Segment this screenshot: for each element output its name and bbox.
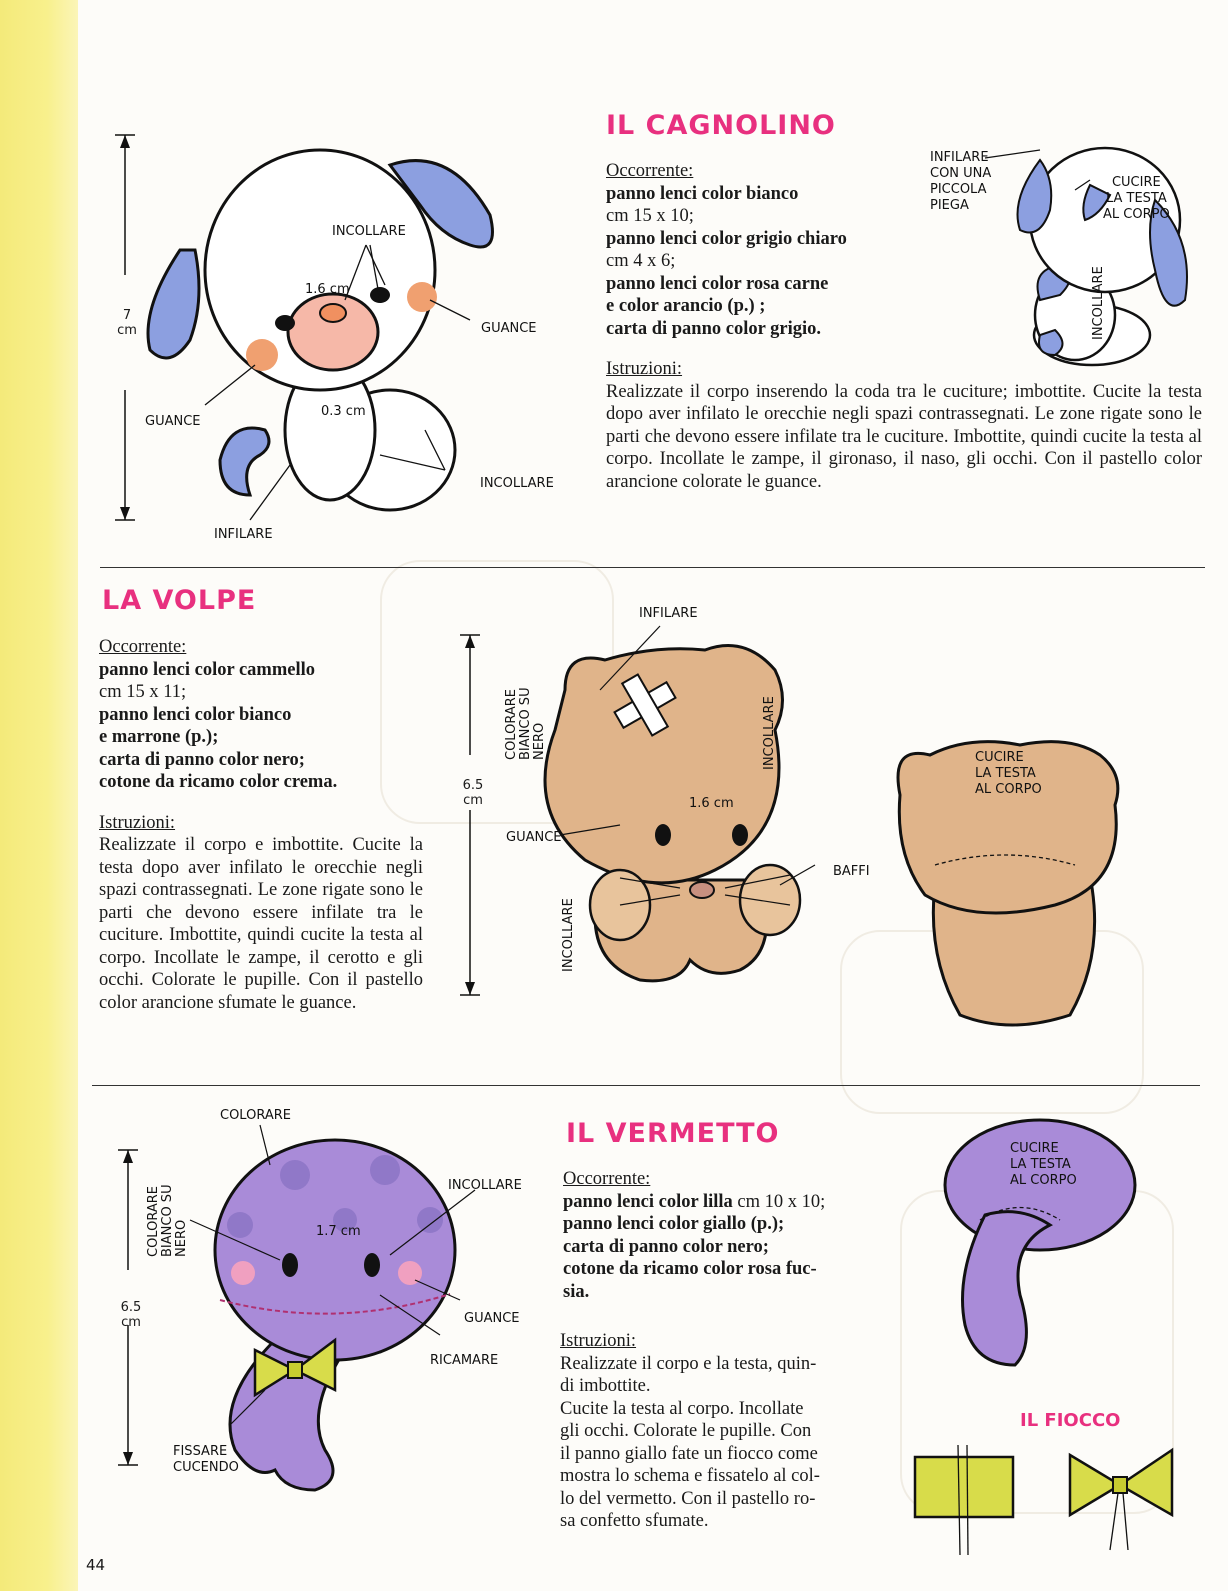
label-colorare: COLORARE	[220, 1108, 291, 1123]
label-guance: GUANCE	[464, 1311, 520, 1326]
material-line: cm 4 x 6;	[606, 251, 676, 271]
label-line: NERO	[174, 1219, 189, 1257]
section-title-cagnolino: IL CAGNOLINO	[606, 110, 836, 141]
label-cucire	[1010, 1141, 1077, 1189]
label-size: 0.3 cm	[321, 404, 366, 419]
label-size: 1.6 cm	[305, 282, 350, 297]
instructions-text: Realizzate il corpo e imbottite. Cucite la testa dopo aver infilato le orecchie negli spazi contrassegnati. Le zone rigate sono le parti che devono essere infilate tra le cuciture. Imbottite, quindi cucite la testa al corpo. Incollate le zampe, il cerotto e gli occhi. Colorate le pupille. Con il pastello color arancione sfumate le guance.	[99, 835, 423, 1013]
bow-diagram-title: IL FIOCCO	[1020, 1410, 1121, 1431]
material-line: panno lenci color rosa carne	[606, 273, 829, 294]
label-line: CUCIRE	[975, 750, 1024, 765]
label-line: CUCIRE	[1010, 1141, 1059, 1156]
volpe-text	[99, 636, 429, 1014]
material-line: sia.	[563, 1281, 590, 1302]
dimension-unit: cm	[117, 323, 137, 338]
label-line: PIEGA	[930, 198, 969, 213]
material-line: cotone da ricamo color crema.	[99, 772, 338, 792]
label-line: AL CORPO	[975, 782, 1042, 797]
material-bold: panno lenci color lilla	[563, 1191, 733, 1212]
dimension-value: 6.5	[462, 778, 484, 793]
left-page-edge	[0, 0, 78, 1591]
section-divider	[100, 567, 1205, 568]
label-size: 1.7 cm	[316, 1224, 361, 1239]
label-line: CON UNA	[930, 166, 992, 181]
needed-heading: Occorrente:	[99, 637, 187, 657]
label-cucire	[975, 750, 1042, 798]
material-line: panno lenci color bianco	[99, 704, 292, 725]
label-line: BIANCO SU	[160, 1184, 175, 1257]
label-colorare	[505, 687, 547, 760]
vermetto-materials	[563, 1168, 893, 1303]
label-line: LA TESTA	[1105, 191, 1167, 206]
instructions-heading: Istruzioni:	[99, 812, 176, 833]
dimension-value: 6.5	[120, 1300, 142, 1315]
material-line	[563, 1191, 893, 1214]
label-guance: GUANCE	[481, 321, 537, 336]
label-size: 1.6 cm	[689, 796, 734, 811]
instructions-heading: Istruzioni:	[606, 359, 683, 379]
instructions-line: mostra lo schema e fissatelo al col-	[560, 1466, 820, 1486]
instructions-text: Realizzate il corpo inserendo la coda tra le cuciture; imbottite. Cucite la testa dopo aver infilato le orecchie negli spazi contrassegnati. Le zone rigate sono le parti che devono essere infilate tra le cuciture. Imbottite, quindi cucite la testa al corpo. Incollate le zampe, il gironaso, il naso, gli occhi. Con il pastello color arancione colorate le guance.	[606, 381, 1202, 492]
label-line: AL CORPO	[1103, 207, 1170, 222]
instructions-line: il panno giallo fate un fiocco come	[560, 1443, 818, 1464]
section-title-volpe: LA VOLPE	[102, 585, 257, 616]
dimension-unit: cm	[463, 793, 483, 808]
material-line: panno lenci color giallo (p.);	[563, 1214, 785, 1234]
page-number: 44	[86, 1556, 106, 1574]
material-line: e color arancio (p.) ;	[606, 296, 766, 316]
label-line: INFILARE	[930, 150, 989, 165]
label-cucire	[1103, 175, 1170, 223]
material-line: panno lenci color grigio chiaro	[606, 228, 847, 249]
label-infilare: INFILARE	[214, 527, 273, 542]
label-incollare: INCOLLARE	[480, 476, 554, 491]
label-incollare-body: INCOLLARE	[561, 898, 576, 972]
instructions-heading: Istruzioni:	[560, 1331, 637, 1351]
section-title-vermetto: IL VERMETTO	[566, 1118, 780, 1149]
label-line: BIANCO SU	[518, 687, 533, 760]
instructions-line: di imbottite.	[560, 1376, 651, 1396]
fox-illustration	[450, 620, 860, 1030]
vermetto-instructions	[560, 1330, 890, 1533]
label-ricamare: RICAMARE	[430, 1353, 499, 1368]
label-fissare	[173, 1444, 239, 1476]
material-line: carta di panno color nero;	[99, 749, 305, 770]
dimension-value: 7	[122, 308, 132, 323]
instructions-line: lo del vermetto. Con il pastello ro-	[560, 1488, 816, 1509]
material-line: panno lenci color cammello	[99, 659, 315, 680]
bow-diagram	[910, 1445, 1200, 1555]
label-guance: GUANCE	[506, 830, 562, 845]
section-divider	[92, 1085, 1200, 1086]
material-line: panno lenci color bianco	[606, 183, 799, 204]
label-line: CUCIRE	[1111, 175, 1161, 190]
dimension-unit: cm	[121, 1315, 141, 1330]
label-guance: GUANCE	[145, 414, 201, 429]
instructions-line: Cucite la testa al corpo. Incollate	[560, 1398, 804, 1419]
label-incollare: INCOLLARE	[332, 224, 406, 239]
label-infilare-fold	[930, 150, 991, 214]
material-line: cm 15 x 11;	[99, 682, 187, 702]
label-line: LA TESTA	[1010, 1157, 1071, 1172]
label-colorare-vertical	[147, 1184, 189, 1257]
height-dimension	[455, 778, 491, 808]
material-line: cm 15 x 10;	[606, 206, 694, 226]
label-incollare-head: INCOLLARE	[762, 696, 777, 770]
label-incollare: INCOLLARE	[448, 1178, 522, 1193]
height-dimension	[113, 1300, 149, 1330]
material-line: carta di panno color grigio.	[606, 318, 821, 339]
label-line: PICCOLA	[930, 182, 987, 197]
material-plain: cm 10 x 10;	[732, 1191, 826, 1212]
label-baffi: BAFFI	[833, 864, 870, 879]
label-line: COLORARE	[146, 1186, 161, 1257]
needed-heading: Occorrente:	[606, 161, 694, 181]
instructions-line: sa confetto sfumate.	[560, 1511, 709, 1531]
label-line: FISSARE	[173, 1444, 228, 1459]
label-line: COLORARE	[504, 689, 519, 760]
label-incollare-vertical: INCOLLARE	[1091, 266, 1106, 340]
label-line: NERO	[532, 722, 547, 760]
instructions-line: gli occhi. Colorate le pupille. Con	[560, 1421, 812, 1441]
label-infilare: INFILARE	[639, 606, 698, 621]
material-line: carta di panno color nero;	[563, 1236, 769, 1257]
height-dimension	[112, 308, 142, 338]
instructions-line: Realizzate il corpo e la testa, quin-	[560, 1353, 817, 1374]
label-line: AL CORPO	[1010, 1173, 1077, 1188]
material-line: cotone da ricamo color rosa fuc-	[563, 1259, 817, 1279]
label-line: CUCENDO	[173, 1460, 239, 1475]
needed-heading: Occorrente:	[563, 1169, 651, 1189]
material-line: e marrone (p.);	[99, 727, 219, 747]
label-line: LA TESTA	[975, 766, 1036, 781]
